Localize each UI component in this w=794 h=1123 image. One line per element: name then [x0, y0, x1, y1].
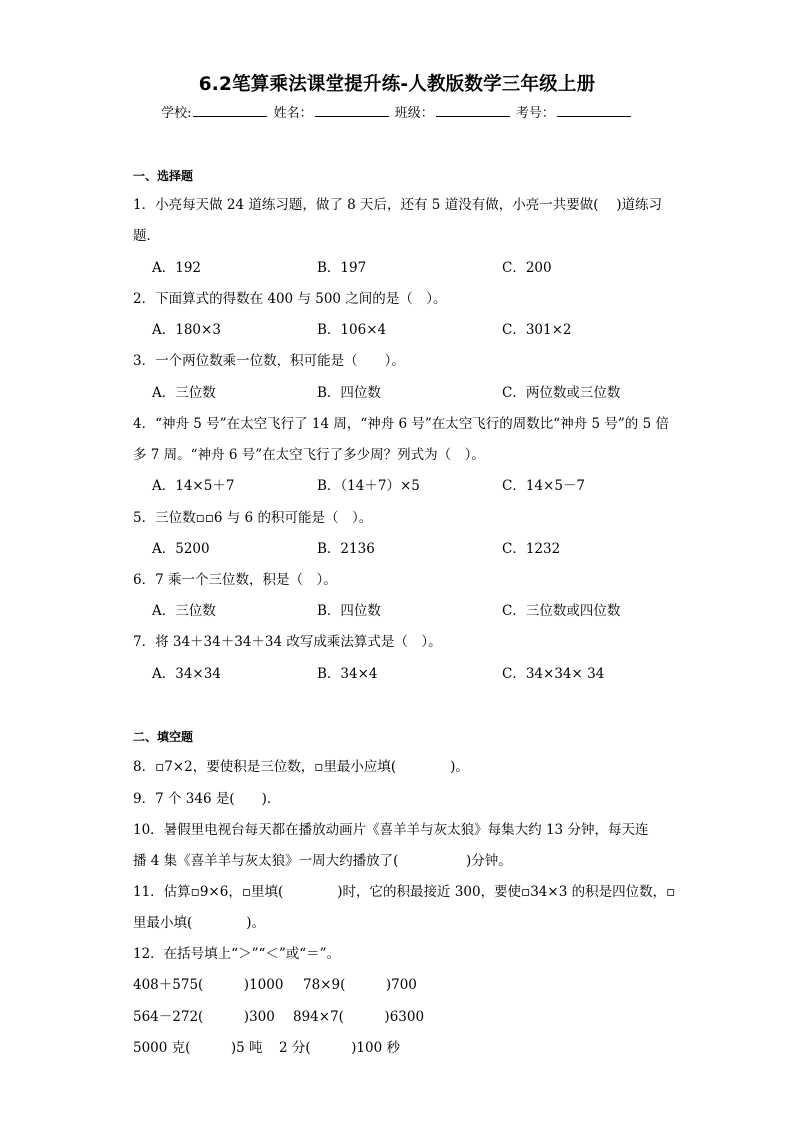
question-1-option-c[interactable]: C．200 [502, 260, 552, 276]
question-1-line-1: 1．小亮每天做 24 道练习题，做了 8 天后，还有 5 道没有做，小亮一共要做( )道练习 [133, 197, 663, 213]
compare-item[interactable]: 5000 克( )5 吨 [133, 1040, 263, 1056]
question-11-line-1: 11．估算▫9×6，▫里填( )时，它的积最接近 300，要使▫34×3 的积是四位数，▫ [133, 884, 676, 900]
question-5-line-1: 5．三位数▫▫6 与 6 的积可能是（ ）。 [133, 510, 373, 526]
question-5-option-a[interactable]: A．5200 [152, 541, 210, 557]
compare-row-3 [133, 1036, 400, 1056]
exam-no-blank[interactable] [557, 104, 631, 117]
question-1-option-b[interactable]: B．197 [317, 260, 367, 276]
question-4-line-1: 4．“神舟 5 号”在太空飞行了 14 周，“神舟 6 号”在太空飞行的周数比“神舟 5 号”的 5 倍 [133, 416, 669, 432]
question-6-option-a[interactable]: A．三位数 [152, 603, 216, 619]
question-1-option-a[interactable]: A．192 [152, 260, 202, 276]
question-1-line-2: 题． [133, 228, 160, 244]
question-10-line-1: 10．暑假里电视台每天都在播放动画片《喜羊羊与灰太狼》每集大约 13 分钟，每天连 [133, 822, 649, 838]
exam-no-label: 考号： [515, 106, 555, 121]
section-title-choice: 一、选择题 [133, 169, 194, 183]
compare-item[interactable]: 408＋575( )1000 [133, 977, 284, 993]
name-label: 姓名： [273, 106, 313, 121]
class-label: 班级： [394, 106, 434, 121]
question-7-option-b[interactable]: B．34×4 [317, 666, 378, 682]
question-3-line-1: 3．一个两位数乘一位数，积可能是（ ）。 [133, 353, 405, 369]
question-10-line-2: 播 4 集《喜羊羊与灰太狼》一周大约播放了( )分钟。 [133, 853, 512, 869]
question-11-line-2: 里最小填( )。 [133, 915, 266, 931]
compare-item[interactable]: 564－272( )300 [133, 1009, 275, 1025]
section-title-fill: 二、填空题 [133, 730, 194, 744]
question-2-option-c[interactable]: C．301×2 [502, 322, 572, 338]
question-6-option-b[interactable]: B．四位数 [317, 603, 381, 619]
question-4-line-2: 多 7 周。“神舟 6 号”在太空飞行了多少周？列式为（ ）。 [133, 447, 485, 463]
question-2-option-b[interactable]: B．106×4 [317, 322, 387, 338]
question-4-option-b[interactable]: B．（14＋7）×5 [317, 478, 420, 494]
question-12: 12．在括号填上“＞”“＜”或“＝”。 [133, 946, 341, 962]
name-blank[interactable] [315, 104, 389, 117]
compare-item[interactable]: 78×9( )700 [303, 977, 417, 993]
compare-row-1 [133, 973, 417, 993]
school-label: 学校: [161, 106, 192, 121]
school-blank[interactable] [193, 104, 267, 117]
question-2-option-a[interactable]: A．180×3 [152, 322, 221, 338]
question-5-option-b[interactable]: B．2136 [317, 541, 375, 557]
question-7-option-a[interactable]: A．34×34 [152, 666, 221, 682]
page-title: 6.2笔算乘法课堂提升练-人教版数学三年级上册 [198, 74, 596, 95]
compare-item[interactable]: 2 分( )100 秒 [279, 1040, 400, 1056]
question-3-option-c[interactable]: C．两位数或三位数 [502, 385, 621, 401]
question-4-option-a[interactable]: A．14×5＋7 [152, 478, 235, 494]
question-9: 9．7 个 346 是( )． [133, 791, 281, 807]
question-2-line-1: 2．下面算式的得数在 400 与 500 之间的是（ ）。 [133, 291, 447, 307]
compare-item[interactable]: 894×7( )6300 [293, 1009, 425, 1025]
question-6-line-1: 6．7 乘一个三位数，积是（ ）。 [133, 572, 337, 588]
student-info-line [0, 102, 794, 121]
compare-row-2 [133, 1005, 424, 1025]
question-8: 8．▫7×2，要使积是三位数，▫里最小应填( )。 [133, 759, 469, 775]
class-blank[interactable] [436, 104, 510, 117]
question-7-option-c[interactable]: C．34×34× 34 [502, 666, 605, 682]
question-3-option-b[interactable]: B．四位数 [317, 385, 381, 401]
question-7-line-1: 7．将 34＋34＋34＋34 改写成乘法算式是（ ）。 [133, 634, 442, 650]
question-6-option-c[interactable]: C．三位数或四位数 [502, 603, 621, 619]
question-4-option-c[interactable]: C．14×5－7 [502, 478, 585, 494]
question-5-option-c[interactable]: C．1232 [502, 541, 561, 557]
question-3-option-a[interactable]: A．三位数 [152, 385, 216, 401]
